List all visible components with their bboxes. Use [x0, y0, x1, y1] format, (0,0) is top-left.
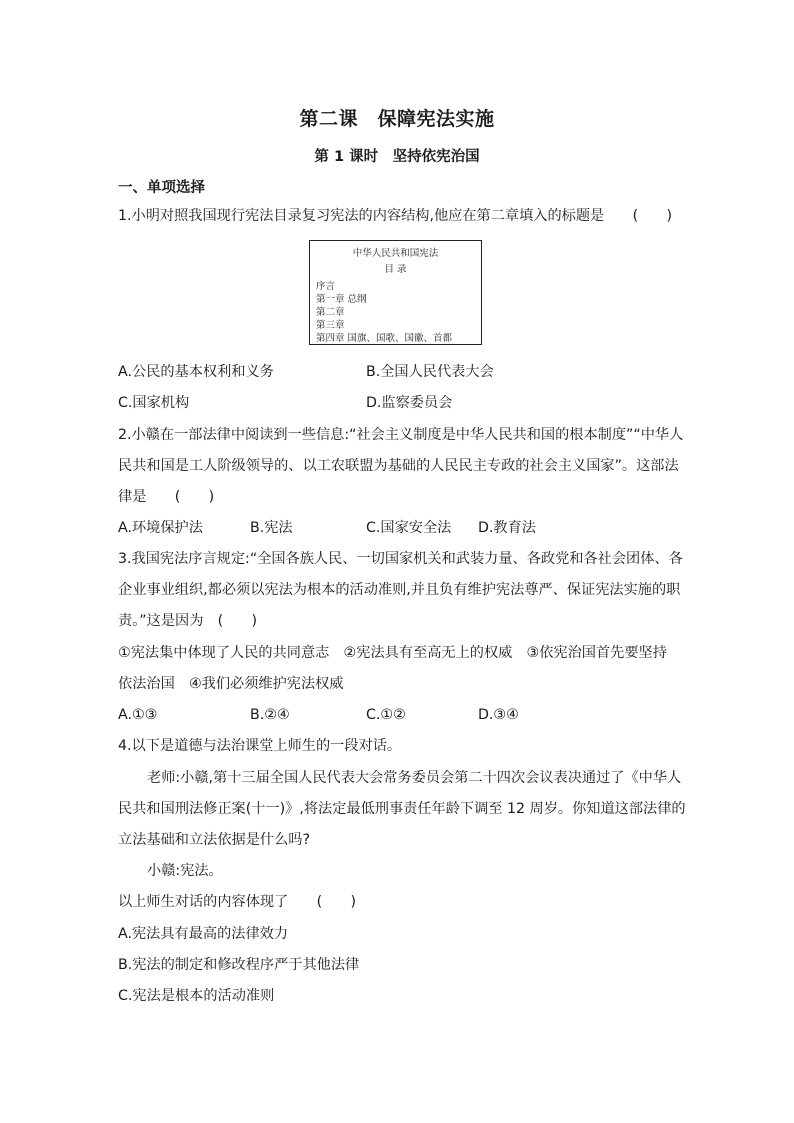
constitution-toc-figure: [309, 240, 482, 345]
q3-option-c: C.①②: [366, 707, 406, 723]
q4-line: 4.以下是道德与法治课堂上师生的一段对话。: [118, 738, 402, 754]
q4-option-a: A.宪法具有最高的法律效力: [118, 926, 289, 942]
q4-line: 立法基础和立法依据是什么吗?: [118, 832, 310, 848]
q3-line: 责。”这是因为 ( ): [118, 613, 258, 629]
q3-line: ①宪法集中体现了人民的共同意志 ②宪法具有至高无上的权威 ③依宪治国首先要坚持: [118, 645, 667, 661]
q4-option-b: B.宪法的制定和修改程序严于其他法律: [118, 957, 360, 973]
q2-option-c: C.国家安全法: [366, 520, 452, 536]
q2-option-a: A.环境保护法: [118, 520, 203, 536]
q4-line: 老师:小赣,第十三届全国人民代表大会常务委员会第二十四次会议表决通过了《中华人: [147, 770, 682, 786]
toc-line: 第一章 总纲: [316, 294, 367, 305]
lesson-title: 第二课 保障宪法实施: [299, 108, 495, 130]
q2-option-d: D.教育法: [478, 520, 536, 536]
q3-line: 企业事业组织,都必须以宪法为根本的活动准则,并且负有维护宪法尊严、保证宪法实施的职: [118, 582, 681, 598]
q3-line: 依法治国 ④我们必须维护宪法权威: [118, 676, 344, 692]
q2-line: 民共和国是工人阶级领导的、以工农联盟为基础的人民民主专政的社会主义国家”。这部法: [118, 458, 679, 474]
q2-option-b: B.宪法: [250, 520, 293, 536]
section-heading: 一、单项选择: [118, 180, 205, 196]
q3-option-b: B.②④: [250, 707, 290, 723]
q3-option-a: A.①③: [118, 707, 158, 723]
q1-option-a: A.公民的基本权利和义务: [118, 364, 274, 380]
q1-option-b: B.全国人民代表大会: [366, 364, 494, 380]
q3-line: 3.我国宪法序言规定:“全国各族人民、一切国家机关和武装力量、各政党和各社会团体、各: [118, 551, 683, 567]
q4-line: 民共和国刑法修正案(十一)》,将法定最低刑事责任年龄下调至 12 周岁。你知道这部法律的: [118, 801, 686, 817]
toc-line: 序言: [316, 281, 336, 292]
toc-line: 第四章 国旗、国歌、国徽、首都: [316, 333, 453, 344]
q2-line: 2.小赣在一部法律中阅读到一些信息:“社会主义制度是中华人民共和国的根本制度”“中华人: [118, 427, 684, 443]
lesson-subtitle: 第 1 课时 坚持依宪治国: [314, 149, 480, 165]
toc-subtitle: 目 录: [384, 264, 407, 275]
q1-option-c: C.国家机构: [118, 395, 190, 411]
q4-option-c: C.宪法是根本的活动准则: [118, 988, 275, 1004]
q1-option-d: D.监察委员会: [366, 395, 453, 411]
q2-line: 律是 ( ): [118, 489, 215, 505]
toc-line: 第二章: [316, 307, 345, 318]
q1-stem: 1.小明对照我国现行宪法目录复习宪法的内容结构,他应在第二章填入的标题是 ( ): [118, 208, 673, 224]
toc-line: 第三章: [316, 320, 345, 331]
q4-line: 以上师生对话的内容体现了 ( ): [118, 894, 357, 910]
q4-line: 小赣:宪法。: [147, 863, 223, 879]
q3-option-d: D.③④: [478, 707, 519, 723]
toc-title: 中华人民共和国宪法: [352, 248, 439, 259]
